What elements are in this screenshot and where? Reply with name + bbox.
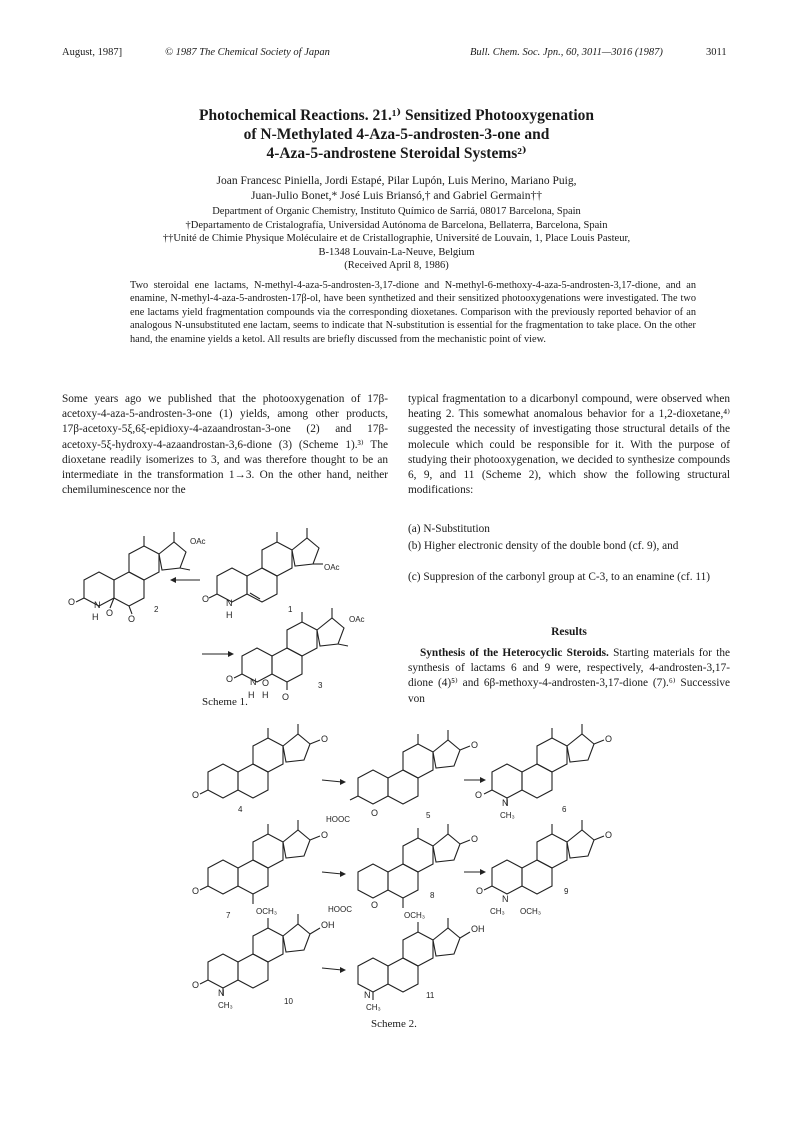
list-item-b: (b) Higher electronic density of the double bond (cf. 9), and: [408, 540, 679, 552]
scheme2-oh-label: OH: [321, 920, 335, 930]
compound-4-structure: [200, 724, 320, 798]
scheme-2-caption: Scheme 2.: [371, 1018, 417, 1030]
compound-9-structure: [484, 820, 604, 894]
scheme-1-figure: [62, 528, 392, 708]
scheme2-hooc-label: HOOC: [326, 815, 350, 824]
scheme1-h-label: H: [226, 610, 233, 620]
header-copyright: © 1987 The Chemical Society of Japan: [165, 47, 330, 58]
title-line-1: Photochemical Reactions. 21.¹⁾ Sensitized Photooxygenation: [198, 107, 594, 124]
compound-3-label: 3: [318, 681, 323, 690]
compound-4-label: 4: [238, 805, 243, 814]
affiliation-4: B-1348 Louvain-La-Neuve, Belgium: [318, 246, 475, 258]
scheme1-o-label: O: [202, 594, 210, 604]
scheme1-h-label: H: [248, 690, 255, 700]
scheme1-h-label: H: [262, 690, 269, 700]
header-page-number: 3011: [706, 47, 727, 58]
scheme1-n-label: N: [94, 600, 101, 610]
scheme2-o-label: O: [192, 886, 200, 896]
scheme-1-caption: Scheme 1.: [202, 696, 248, 708]
synthesis-subheading: Synthesis of the Heterocyclic Steroids.: [420, 647, 609, 659]
scheme2-ch3-label: CH₃: [366, 1003, 381, 1012]
arrow-7-to-8: [322, 872, 342, 874]
received-date: (Received April 8, 1986): [344, 260, 449, 271]
compound-5-structure: [350, 730, 470, 804]
scheme1-o-label: O: [106, 608, 114, 618]
scheme2-och3-label: OCH₃: [256, 907, 278, 916]
left-column-paragraph: Some years ago we published that the photooxygenation of 17β-acetoxy-4-aza-5-androsten-3-one (1) yields, among other products, 17β-acetoxy-5ξ,6ξ-epidioxy-4-azaandrostan-3-one (2) and 17β-acetoxy-5ξ-hydroxy-4-azaandrostan-3,6-dione (3) (Scheme 1).³⁾ The dioxetane readily isomerizes to 3, and was therefore thought to be an intermediate in the transformation 1→3. On the other hand, neither chemiluminescence nor the: [62, 393, 388, 497]
scheme1-oac-label: OAc: [190, 537, 206, 546]
scheme2-n-label: N: [218, 988, 225, 998]
header-date: August, 1987]: [62, 47, 123, 58]
compound-1-label: 1: [288, 605, 293, 614]
synthesis-text: Starting materials for the synthesis of lactams 6 and 9 were, respectively, 4-androsten-3,17-dione (4)⁵⁾ and 6β-methoxy-4-androsten-3,17-dione (7).⁶⁾ Successive von: [408, 647, 730, 705]
scheme2-o-label: O: [371, 900, 379, 910]
scheme2-ch3-label: CH₃: [500, 811, 515, 820]
scheme1-n-label: N: [250, 677, 257, 687]
compound-9-label: 9: [564, 887, 569, 896]
scheme2-hooc-label: HOOC: [328, 905, 352, 914]
affiliation-3: ††Unité de Chimie Physique Moléculaire et de Cristallographie, Université de Louvain, 1, Place Louis Pasteur,: [162, 233, 631, 244]
authors-line-1: Joan Francesc Piniella, Jordi Estapé, Pilar Lupón, Luis Merino, Mariano Puig,: [216, 175, 577, 187]
scheme2-n-label: N: [364, 990, 371, 1000]
compound-11-structure: [358, 918, 470, 1000]
scheme2-o-label: O: [605, 830, 613, 840]
scheme2-o-label: O: [321, 734, 329, 744]
scheme1-o-label: O: [226, 674, 234, 684]
scheme2-och3-label: OCH₃: [520, 907, 542, 916]
scheme2-o-label: O: [192, 790, 200, 800]
scheme-2-figure: [190, 722, 613, 1022]
right-column-paragraph: typical fragmentation to a dicarbonyl compound, were observed when heating 2. This somewhat anomalous behavior for a 1,2-dioxetane,⁴⁾ suggested the necessity of investigating those structural details of the molecule which could be responsible for it. With the purpose of studying their photooxygenation, we decided to synthesize compounds 6, 9, and 11 (Scheme 2), which show the following structural modifications:: [408, 393, 730, 497]
authors-line-2: Juan-Julio Bonet,* José Luis Briansó,† and Gabriel Germain††: [251, 190, 542, 202]
compound-5-label: 5: [426, 811, 431, 820]
header-journal: Bull. Chem. Soc. Jpn., 60, 3011—3016 (1987): [470, 47, 663, 58]
compound-8-structure: [358, 824, 470, 908]
results-heading: Results: [551, 626, 587, 638]
scheme2-n-label: N: [502, 894, 509, 904]
scheme2-o-label: O: [371, 808, 379, 818]
list-item-a: (a) N-Substitution: [408, 523, 490, 535]
compound-7-structure: [200, 820, 320, 904]
scheme1-oac-label: OAc: [324, 563, 340, 572]
compound-6-structure: [484, 724, 604, 806]
title-line-3: 4-Aza-5-androstene Steroidal Systems²⁾: [266, 145, 527, 162]
scheme1-oac-label: OAc: [349, 615, 365, 624]
arrow-10-to-11: [322, 968, 342, 970]
scheme1-o-label: O: [68, 597, 76, 607]
compound-11-label: 11: [426, 991, 435, 1000]
scheme2-o-label: O: [475, 790, 483, 800]
compound-10-label: 10: [284, 997, 293, 1006]
scheme1-o-label: O: [282, 692, 290, 702]
scheme2-och3-label: OCH₃: [404, 911, 426, 920]
scheme1-h-label: H: [92, 612, 99, 622]
compound-7-label: 7: [226, 911, 231, 920]
scheme2-o-label: O: [476, 886, 484, 896]
scheme2-o-label: O: [471, 834, 479, 844]
compound-8-label: 8: [430, 891, 435, 900]
scheme2-ch3-label: CH₃: [218, 1001, 233, 1010]
scheme2-oh-label: OH: [471, 924, 485, 934]
scheme2-o-label: O: [192, 980, 200, 990]
synthesis-paragraph: [408, 646, 730, 707]
title-line-2: of N-Methylated 4-Aza-5-androsten-3-one and: [243, 126, 550, 143]
scheme1-n-label: N: [226, 598, 233, 608]
scheme2-n-label: N: [502, 798, 509, 808]
scheme1-o-label: O: [262, 678, 270, 688]
abstract: Two steroidal ene lactams, N-methyl-4-aza-5-androsten-3,17-dione and N-methyl-6-methoxy-4-aza-5-androsten-3,17-dione, and an enamine, N-methyl-4-aza-5-androsten-17β-ol, have been synthetized and their sensitized photooxygenations were investigated. The two ene lactams yield fragmentation compounds via the corresponding dioxetanes. Comparison with the previously reported behavior of an analogous N-unsubstituted ene lactam, seems to indicate that N-substitution is essential for the fragmentation to take place. On the other hand, the enamine yields a ketol. All results are briefly discussed from the mechanistic point of view.: [130, 280, 696, 345]
compound-10-structure: [200, 914, 320, 996]
list-item-c: (c) Suppresion of the carbonyl group at C-3, to an enamine (cf. 11): [408, 571, 710, 583]
scheme2-o-label: O: [321, 830, 329, 840]
compound-2-label: 2: [154, 605, 159, 614]
compound-1-structure: [209, 528, 323, 602]
scheme2-o-label: O: [471, 740, 479, 750]
compound-6-label: 6: [562, 805, 567, 814]
scheme2-o-label: O: [605, 734, 613, 744]
scheme1-o-label: O: [128, 614, 136, 624]
affiliation-1: Department of Organic Chemistry, Instituto Químico de Sarriá, 08017 Barcelona, Spain: [212, 206, 581, 217]
scheme2-ch3-label: CH₃: [490, 907, 505, 916]
arrow-4-to-5: [322, 780, 342, 782]
affiliation-2: †Departamento de Cristalografía, Universidad Autónoma de Barcelona, Bellaterra, Barcelona, Spain: [185, 219, 608, 231]
